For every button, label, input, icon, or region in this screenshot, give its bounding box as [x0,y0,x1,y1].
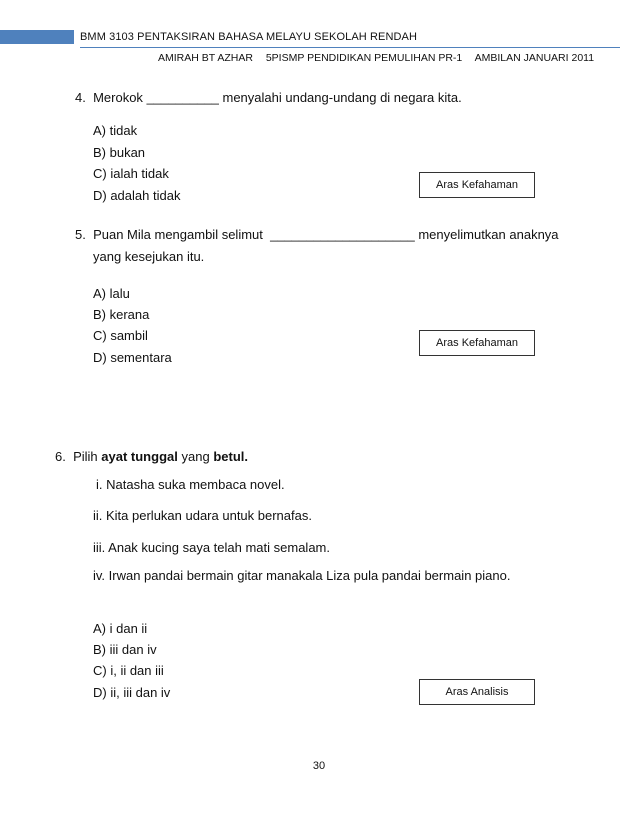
option-d: D) ii, iii dan iv [93,685,171,700]
header-intake: AMBILAN JANUARI 2011 [474,52,595,64]
option-c: C) i, ii dan iii [93,663,164,678]
question-blank: __________ [146,90,219,105]
question-text-after: menyalahi undang-undang di negara kita. [222,90,462,105]
header-title: BMM 3103 PENTAKSIRAN BAHASA MELAYU SEKOLAH RENDAH [80,27,620,48]
question-emphasis: betul. [213,449,248,464]
question-5-line2: yang kesejukan itu. [93,249,205,264]
option-d: D) sementara [93,350,172,365]
level-box: Aras Kefahaman [419,172,535,198]
option-a: A) lalu [93,286,130,301]
option-a: A) i dan ii [93,621,148,636]
option-a: A) tidak [93,123,138,138]
statement-iv: iv. Irwan pandai bermain gitar manakala Liza pula pandai bermain piano. [93,568,511,583]
level-box: Aras Kefahaman [419,330,535,356]
header-accent-bar [0,30,74,44]
question-text-before: Merokok [93,90,143,105]
header-author: AMIRAH BT AZHAR [158,52,253,64]
question-number: 4. [75,90,86,105]
question-number: 5. [75,227,86,242]
option-c: C) ialah tidak [93,166,169,181]
question-middle: yang [181,449,210,464]
option-b: B) bukan [93,145,146,160]
level-box: Aras Analisis [419,679,535,705]
page-number: 30 [312,760,326,772]
question-text-before: Puan Mila mengambil selimut [93,227,263,242]
question-blank: ____________________ [270,227,415,242]
question-number: 6. [55,449,66,464]
statement-i: i. Natasha suka membaca novel. [96,477,285,492]
option-b: B) iii dan iv [93,642,157,657]
question-emphasis: ayat tunggal [101,449,178,464]
question-6 [55,449,248,464]
question-text-after: menyelimutkan anaknya [418,227,559,242]
option-c: C) sambil [93,328,148,343]
statement-iii: iii. Anak kucing saya telah mati semalam. [93,540,330,555]
header-subtitle [158,52,604,64]
option-b: B) kerana [93,307,150,322]
statement-ii: ii. Kita perlukan udara untuk bernafas. [93,508,312,523]
option-d: D) adalah tidak [93,188,181,203]
question-4 [75,90,462,105]
header-program: 5PISMP PENDIDIKAN PEMULIHAN PR-1 [265,52,463,64]
question-prefix: Pilih [73,449,98,464]
question-5 [75,227,559,242]
